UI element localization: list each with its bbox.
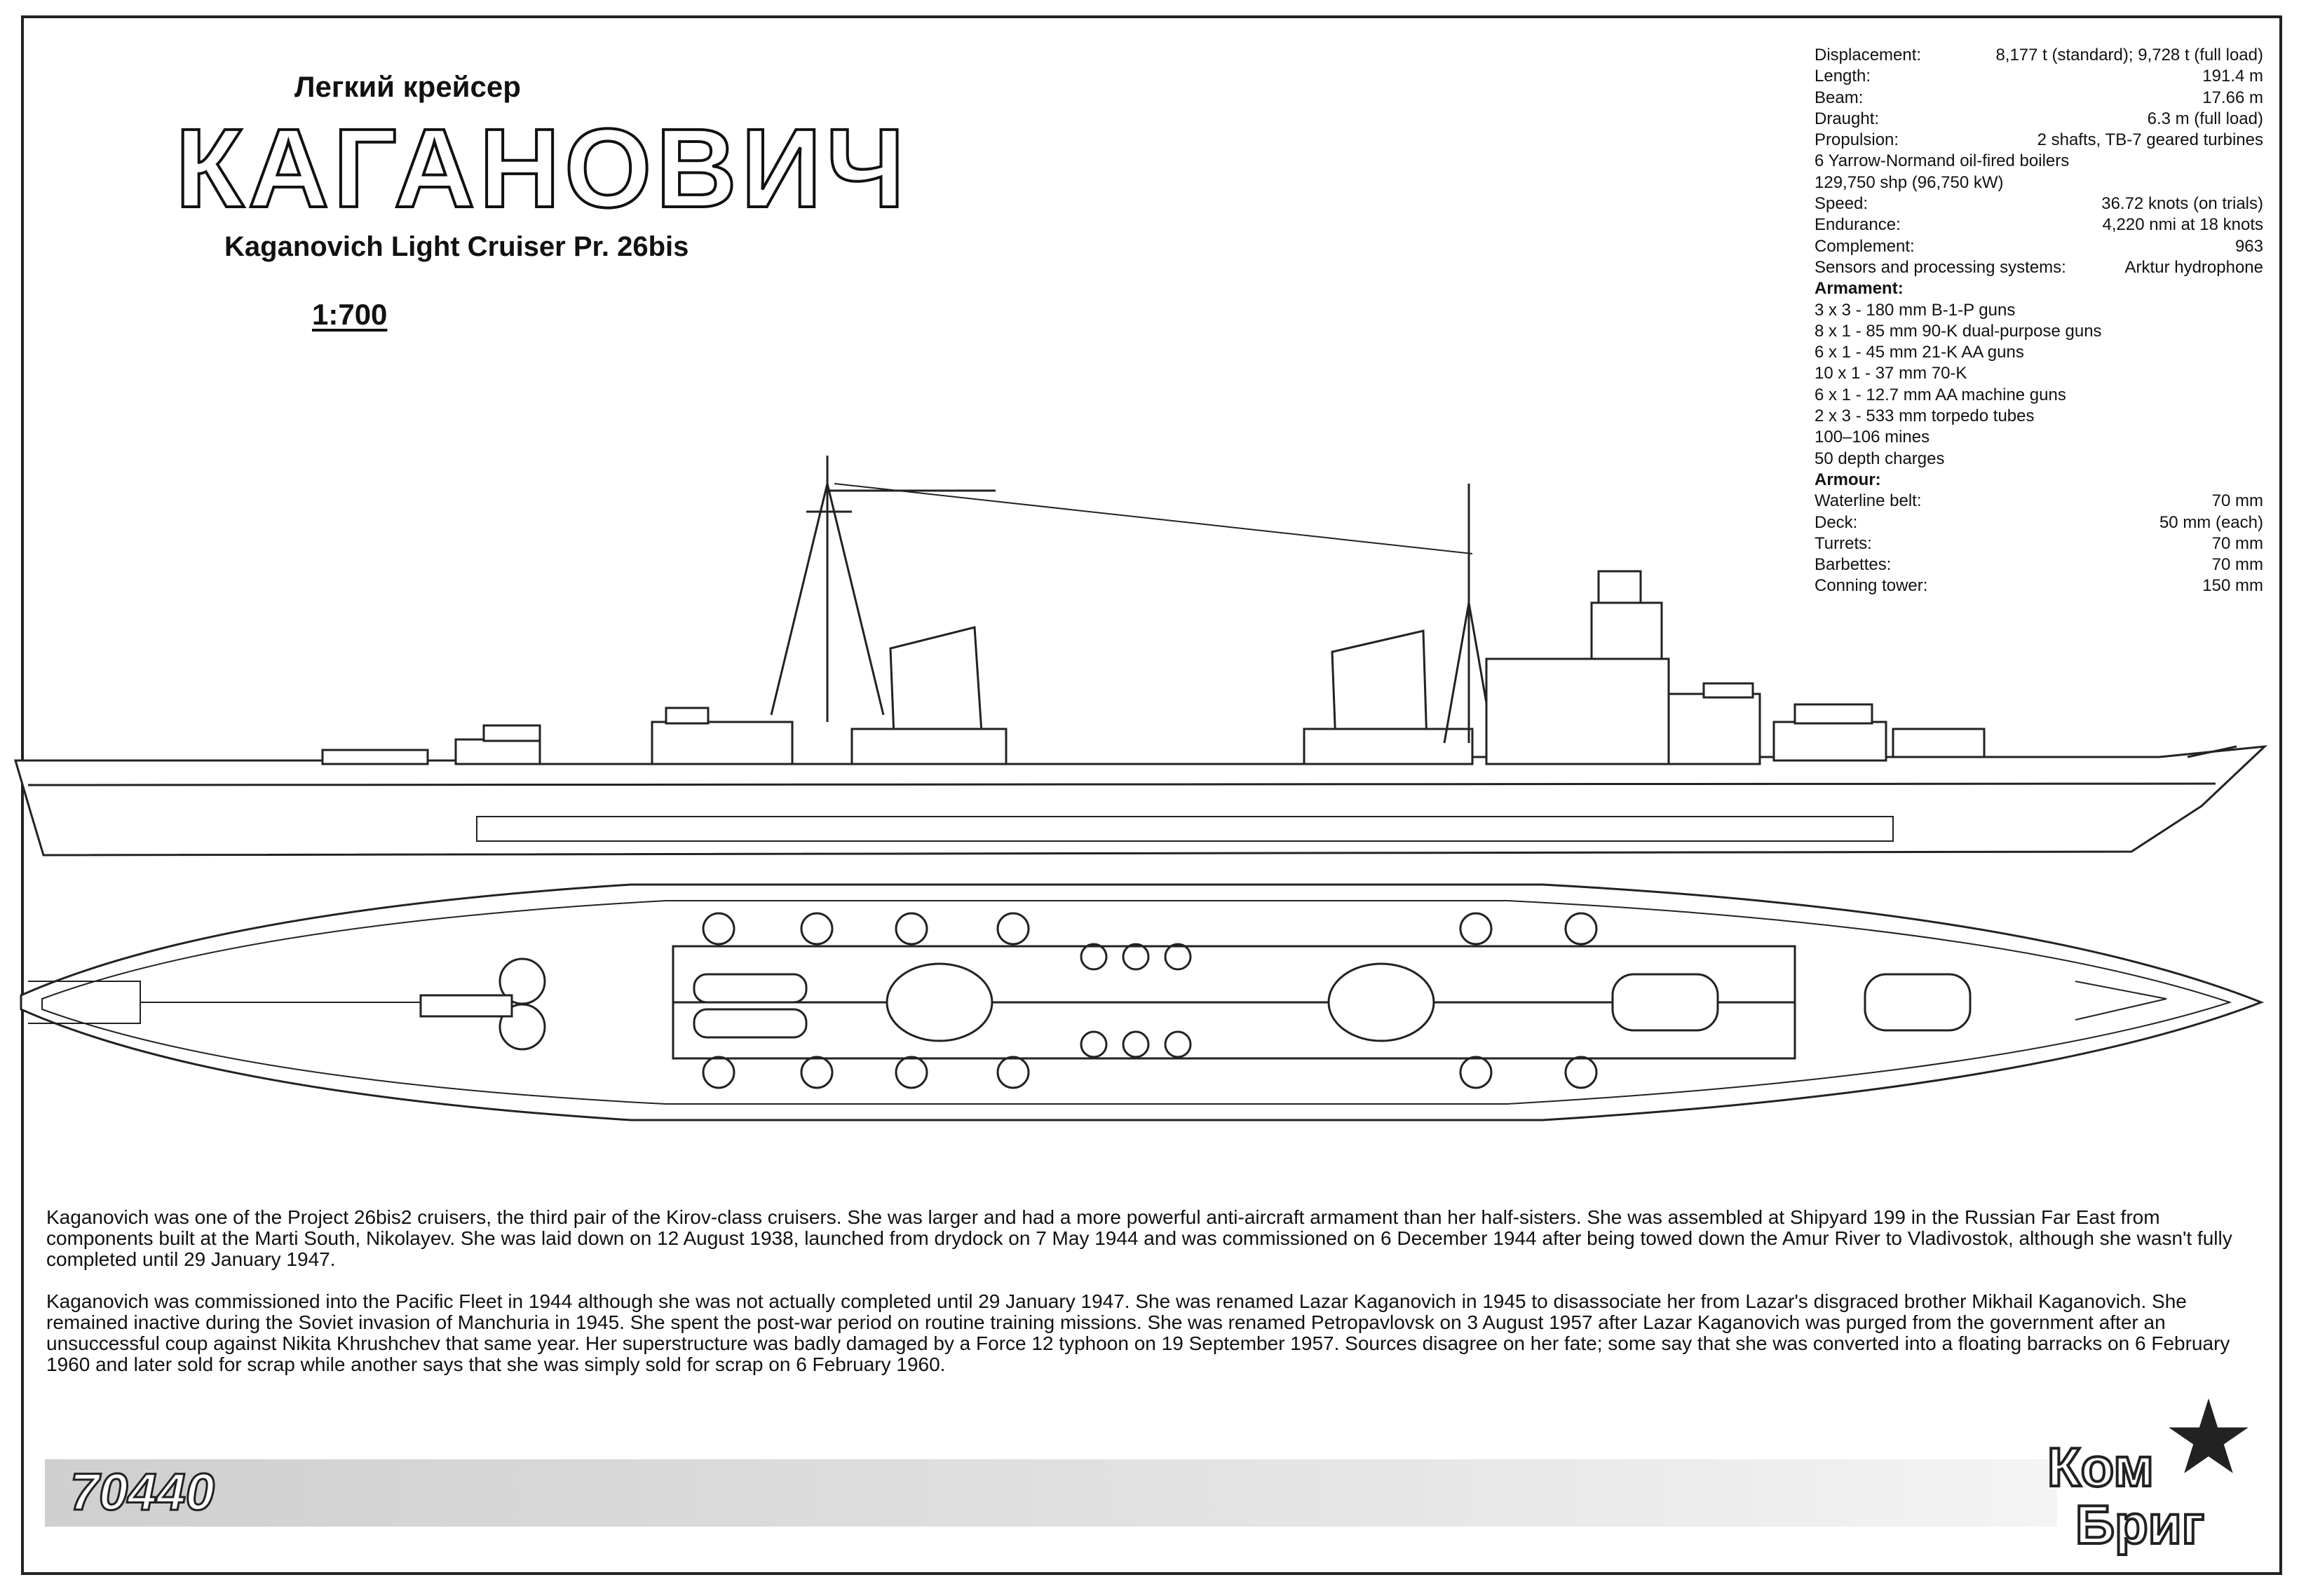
armour-row: Deck: 50 mm (each): [1815, 512, 2263, 532]
spec-row: Speed: 36.72 knots (on trials): [1815, 194, 2263, 214]
product-code: 70440: [70, 1463, 215, 1521]
spec-row: Displacement: 8,177 t (standard); 9,728 t (full load): [1815, 46, 2263, 64]
armour-row: Waterline belt: 70 mm: [1815, 491, 2263, 511]
description-paragraph: Kaganovich was commissioned into the Pacific Fleet in 1944 although she was not actually completed until 29 January 1947. She was renamed Lazar Kaganovich in 1945 to disassociate her from Lazar's disgraced brother Mikhail Kaganovich. She remained inactive during the Soviet invasion of Manchuria in 1945. She spent the post-war period on routine training missions. She was renamed Petropavlovsk on 3 August 1957 after Lazar Kaganovich was purged from the government after an unsuccessful coup against Nikita Khrushchev that same year. Her superstructure was badly damaged by a Force 12 typhoon on 19 September 1957. Sources disagree on her fate; some say that she was converted into a floating barracks on 6 February 1960 and later sold for scrap while another says that she was simply sold for scrap on 6 February 1960.: [46, 1290, 2230, 1375]
armament-item: 3 x 3 - 180 mm B-1-P guns: [1815, 300, 2016, 320]
armour-row: Turrets: 70 mm: [1815, 533, 2263, 553]
ship-plan-view: [21, 885, 2261, 1120]
armament-item: 100–106 mines: [1815, 428, 1930, 447]
description-paragraph: Kaganovich was one of the Project 26bis2 cruisers, the third pair of the Kirov-class cruisers. She was larger and had a more powerful anti-aircraft armament than her half-sisters. She was assembled at Shipyard 199 in the Russian Far East from components built at the Marti South, Nikolayev. She was laid down on 12 August 1938, launched from drydock on 7 May 1944 and was commissioned on 6 December 1944 after being towed down the Amur River to Vladivostok, although she wasn't fully completed until 29 January 1947.: [46, 1206, 2232, 1270]
ship-side-profile: [15, 456, 2265, 855]
model-scale: 1:700: [312, 298, 388, 331]
logo-line-2: Бриг: [2075, 1494, 2205, 1555]
armament-item: 6 x 1 - 12.7 mm AA machine guns: [1815, 385, 2066, 404]
armour-row: Barbettes: 70 mm: [1815, 555, 2263, 575]
spec-line: 129,750 shp (96,750 kW): [1815, 172, 2004, 192]
logo-line-1: Ком: [2047, 1436, 2154, 1498]
russian-subtitle: Легкий крейсер: [294, 70, 521, 103]
armament-item: 2 x 3 - 533 mm torpedo tubes: [1815, 407, 2035, 426]
footer-band: [45, 1459, 2057, 1527]
spec-row: Endurance: 4,220 nmi at 18 knots: [1815, 215, 2263, 235]
spec-row: Length: 191.4 m: [1815, 67, 2263, 86]
spec-row: Propulsion: 2 shafts, TB-7 geared turbines: [1815, 130, 2263, 150]
history-description: [46, 1207, 2262, 1396]
armour-row: Conning tower: 150 mm: [1815, 576, 2263, 596]
armament-item: 10 x 1 - 37 mm 70-K: [1815, 364, 1967, 383]
english-ship-name: Kaganovich Light Cruiser Pr. 26bis: [224, 231, 689, 262]
armour-heading: Armour:: [1815, 470, 1881, 489]
spec-row: Sensors and processing systems: Arktur hydrophone: [1815, 257, 2263, 277]
spec-line: 6 Yarrow-Normand oil-fired boilers: [1815, 151, 2070, 171]
spec-row: Beam: 17.66 m: [1815, 88, 2263, 107]
armament-heading: Armament:: [1815, 279, 1904, 299]
armament-item: 50 depth charges: [1815, 449, 1945, 468]
spec-row: Draught: 6.3 m (full load): [1815, 109, 2263, 128]
kombrig-logo: [2033, 1388, 2265, 1556]
star-icon: [2172, 1402, 2245, 1471]
armament-item: 8 x 1 - 85 mm 90-K dual-purpose guns: [1815, 321, 2102, 341]
armament-item: 6 x 1 - 45 mm 21-K AA guns: [1815, 343, 2024, 362]
russian-ship-name: КАГАНОВИЧ: [175, 105, 909, 231]
spec-row: Complement: 963: [1815, 236, 2263, 256]
